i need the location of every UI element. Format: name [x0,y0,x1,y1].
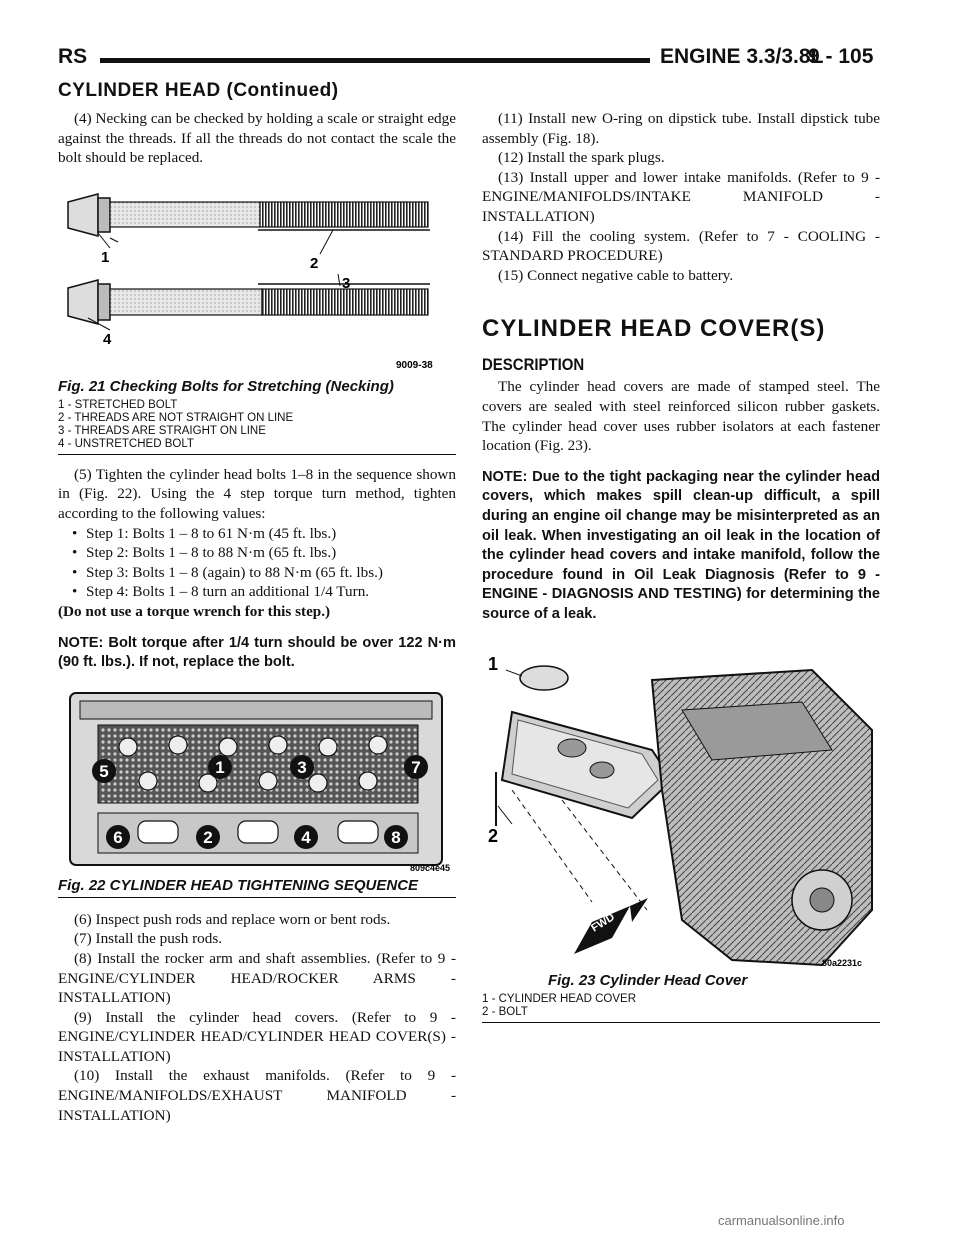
figure-rule [482,1022,880,1023]
list-item: • Step 3: Bolts 1 – 8 (again) to 88 N·m (65 ft. lbs.) [72,563,456,583]
bolt-number-4: 4 [301,827,311,847]
fwd-label: FWD [589,911,617,936]
bolt-number-3: 3 [297,757,307,777]
step-11-paragraph: (11) Install new O-ring on dipstick tube. Install dipstick tube assembly (Fig. 18). [482,110,880,147]
left-column [58,109,456,1125]
figure-22-title: Fig. 22 CYLINDER HEAD TIGHTENING SEQUENCE [58,876,419,894]
figure-21-title: Fig. 21 Checking Bolts for Stretching (Necking) [58,377,394,395]
figure-code: 9009-38 [396,359,433,371]
list-item: • Step 2: Bolts 1 – 8 to 88 N·m (65 ft. lbs.) [72,543,456,563]
cylinder-head-illustration [58,685,456,875]
figure-23-legend [482,993,880,1019]
bolt-number-2: 2 [203,827,213,847]
header-section-code: RS [58,45,88,68]
step-10-paragraph: (10) Install the exhaust manifolds. (Refer to 9 - ENGINE/MANIFOLDS/EXHAUST MANIFOLD - INSTALLATION) [58,1067,456,1124]
legend-item: 3 - THREADS ARE STRAIGHT ON LINE [58,424,266,437]
legend-item: 4 - UNSTRETCHED BOLT [58,437,194,450]
step-8-paragraph: (8) Install the rocker arm and shaft assemblies. (Refer to 9 - ENGINE/CYLINDER HEAD/ROCKER ARMS - INSTALLATION) [58,949,456,1007]
callout-3: 3 [342,274,351,292]
callout-1: 1 [101,248,110,266]
header-rule [100,58,650,63]
section-continued-title: CYLINDER HEAD (Continued) [58,80,339,101]
bolt-number-1: 1 [215,757,225,777]
legend-item: 2 - THREADS ARE NOT STRAIGHT ON LINE [58,411,294,424]
step-9-paragraph: (9) Install the cylinder head covers. (Refer to 9 - ENGINE/CYLINDER HEAD/CYLINDER HEAD COVER(S) - INSTALLATION) [58,1008,456,1065]
description-heading: DESCRIPTION [482,355,585,375]
list-item: • Step 4: Bolts 1 – 8 turn an additional 1/4 Turn. [72,582,456,602]
figure-rule [58,454,456,455]
callout-2: 2 [310,254,319,272]
bolt-necking-illustration [58,178,456,376]
figure-21 [58,178,456,455]
step-7-paragraph: (7) Install the push rods. [74,930,223,948]
legend-item: 1 - CYLINDER HEAD COVER [482,993,637,1006]
figure-23 [482,640,880,1023]
bolt-number-7: 7 [411,757,421,777]
torque-note: NOTE: Bolt torque after 1/4 turn should be over 122 N·m (90 ft. lbs.). If not, replace the bolt. [58,634,456,671]
step-note: (Do not use a torque wrench for this step.) [58,602,331,620]
callout-1: 1 [488,654,499,675]
list-item: • Step 1: Bolts 1 – 8 to 61 N·m (45 ft. lbs.) [72,524,456,544]
figure-code: 80a2231c [822,958,863,969]
cylinder-head-cover-illustration [482,640,880,970]
torque-steps-list [58,524,456,602]
callout-2: 2 [488,826,499,847]
step-4-paragraph: (4) Necking can be checked by holding a scale or straight edge against the threads. If all the threads do not contact the scale the bolt should be replaced. [58,110,456,167]
bolt-number-8: 8 [391,827,401,847]
figure-22 [58,685,456,898]
figure-rule [58,897,456,898]
bolt-number-5: 5 [99,761,109,781]
step-6-paragraph: (6) Inspect push rods and replace worn or bent rods. [74,910,391,928]
step-12-paragraph: (12) Install the spark plugs. [498,149,665,167]
figure-23-title: Fig. 23 Cylinder Head Cover [548,972,748,990]
forward-arrow-icon [574,898,648,954]
legend-item: 1 - STRETCHED BOLT [58,398,178,411]
step-5-paragraph: (5) Tighten the cylinder head bolts 1–8 in the sequence shown in (Fig. 22). Using the 4 step torque turn method, tighten according to the following values: [58,465,456,522]
bolt-number-6: 6 [113,827,123,847]
step-14-paragraph: (14) Fill the cooling system. (Refer to 7 - COOLING - STANDARD PROCEDURE) [482,227,880,265]
step-13-paragraph: (13) Install upper and lower intake manifolds. (Refer to 9 - ENGINE/MANIFOLDS/INTAKE MANIFOLD - INSTALLATION) [482,168,880,225]
right-column [482,109,880,1023]
header-page-number: 9 - 105 [808,45,874,68]
callout-4: 4 [103,330,112,348]
watermark-link[interactable]: carmanualsonline.info [718,1213,845,1228]
description-paragraph: The cylinder head covers are made of stamped steel. The covers are sealed with steel reinforced silicon rubber gaskets. The cylinder head cover uses rubber isolators at each fastener location (Fig. 23). [482,378,880,455]
step-15-paragraph: (15) Connect negative cable to battery. [498,266,734,284]
oil-leak-note: NOTE: Due to the tight packaging near the cylinder head covers, which makes spill clean-up difficult, a spill during an engine oil change may be misinterpreted as an oil leak. When investigating an oil leak in the location of the cylinder head covers and intake manifold, follow the procedure found in Oil Leak Diagnosis (Refer to 9 - ENGINE - DIAGNOSIS AND TESTING) for determining the source of a leak. [482,468,880,622]
figure-code: 809c4e45 [410,862,451,873]
header-chapter-title: ENGINE 3.3/3.8L [660,45,824,68]
figure-21-legend [58,399,456,451]
section-heading: CYLINDER HEAD COVER(S) [482,315,826,343]
legend-item: 2 - BOLT [482,1006,528,1019]
